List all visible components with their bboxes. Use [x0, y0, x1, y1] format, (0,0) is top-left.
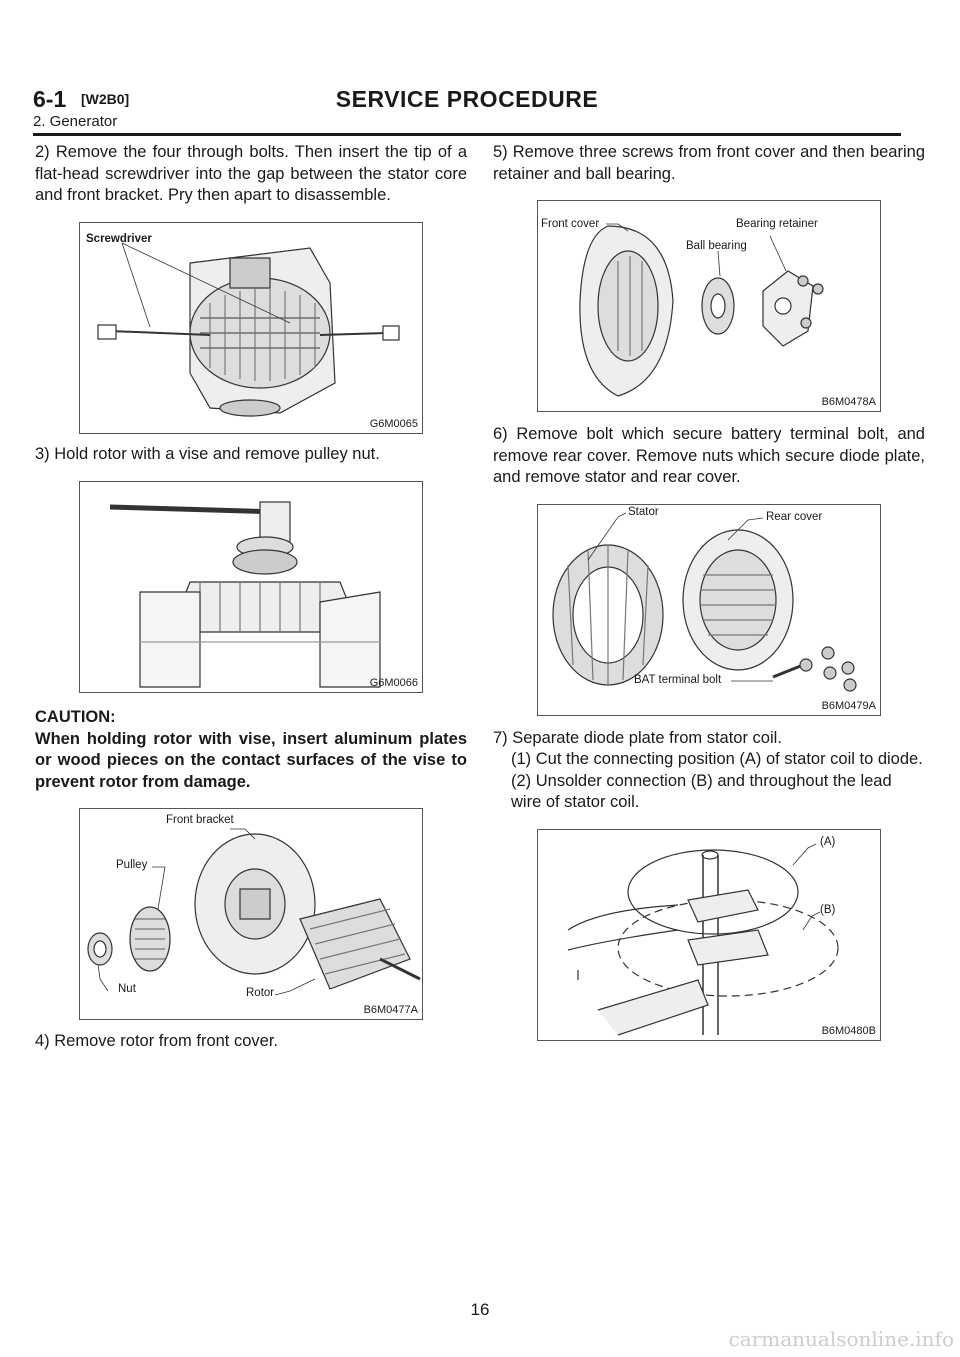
- rotor-vise-illustration: [80, 482, 422, 692]
- front-cover-bearing-illustration: [538, 201, 880, 411]
- figure-rotor: [79, 808, 423, 1020]
- label-rear-cover: Rear cover: [766, 510, 823, 523]
- label-stator: Stator: [628, 505, 659, 518]
- label-front-cover: Front cover: [541, 218, 600, 230]
- caution-text: When holding rotor with vise, insert aluminum plates or wood pieces on the contact surfaces of the vise to prevent rotor from damage.: [35, 729, 467, 791]
- page-title: SERVICE PROCEDURE: [335, 86, 599, 112]
- caution-heading: CAUTION:: [35, 708, 116, 726]
- step-4-text: 4) Remove rotor from front cover.: [35, 1032, 278, 1050]
- watermark-url: carmanualsonline.info: [728, 1327, 954, 1351]
- label-screwdriver: Screwdriver: [86, 232, 152, 245]
- label-front-bracket: Front bracket: [166, 814, 234, 826]
- label-bat-terminal-bolt: BAT terminal bolt: [634, 673, 722, 686]
- figure-code: B6M0479A: [821, 699, 876, 712]
- figure-bearing: [537, 200, 881, 412]
- right-column: [493, 142, 925, 1041]
- figure-code: B6M0477A: [363, 1004, 418, 1016]
- label-ball-bearing: Ball bearing: [686, 240, 747, 252]
- label-b: (B): [820, 903, 836, 916]
- left-column: [35, 142, 467, 1053]
- figure-vise: [79, 481, 423, 693]
- label-rotor: Rotor: [246, 987, 275, 999]
- section-subtitle: 2. Generator: [33, 113, 118, 130]
- step-6-text: 6) Remove bolt which secure battery terminal bolt, and remove rear cover. Remove nuts which secure diode plate, and remove stator and rear cover.: [493, 425, 925, 486]
- section-code: [W2B0]: [81, 91, 130, 107]
- label-bearing-retainer: Bearing retainer: [736, 218, 818, 230]
- step-5-text: 5) Remove three screws from front cover and then bearing retainer and ball bearing.: [493, 143, 925, 183]
- step-3-text: 3) Hold rotor with a vise and remove pulley nut.: [35, 444, 380, 463]
- label-pulley: Pulley: [116, 859, 148, 871]
- label-a: (A): [820, 835, 836, 848]
- step-7-1-text: (1) Cut the connecting position (A) of stator coil to diode.: [511, 750, 923, 768]
- figure-screwdriver: [79, 222, 423, 434]
- figure-code: G6M0065: [369, 417, 418, 430]
- page-number: 16: [470, 1300, 490, 1319]
- figure-code: B6M0480B: [821, 1024, 876, 1037]
- header-rule: [33, 133, 901, 136]
- figure-stator: [537, 504, 881, 716]
- generator-screwdriver-illustration: [80, 223, 422, 433]
- section-number: 6-1: [33, 86, 67, 112]
- step-2-text: 2) Remove the four through bolts. Then insert the tip of a flat-head screwdriver into the gap between the stator core and front bracket. Pry then apart to disassemble.: [35, 143, 467, 204]
- figure-code: B6M0478A: [821, 396, 876, 408]
- stator-coil-diode-illustration: [538, 830, 880, 1040]
- figure-code: G6M0066: [369, 677, 418, 689]
- label-nut: Nut: [118, 983, 136, 995]
- step-7-text: 7) Separate diode plate from stator coil.: [493, 728, 782, 747]
- figure-stator-coil: [537, 829, 881, 1041]
- step-7-2-text: (2) Unsolder connection (B) and throughout the lead wire of stator coil.: [511, 771, 892, 811]
